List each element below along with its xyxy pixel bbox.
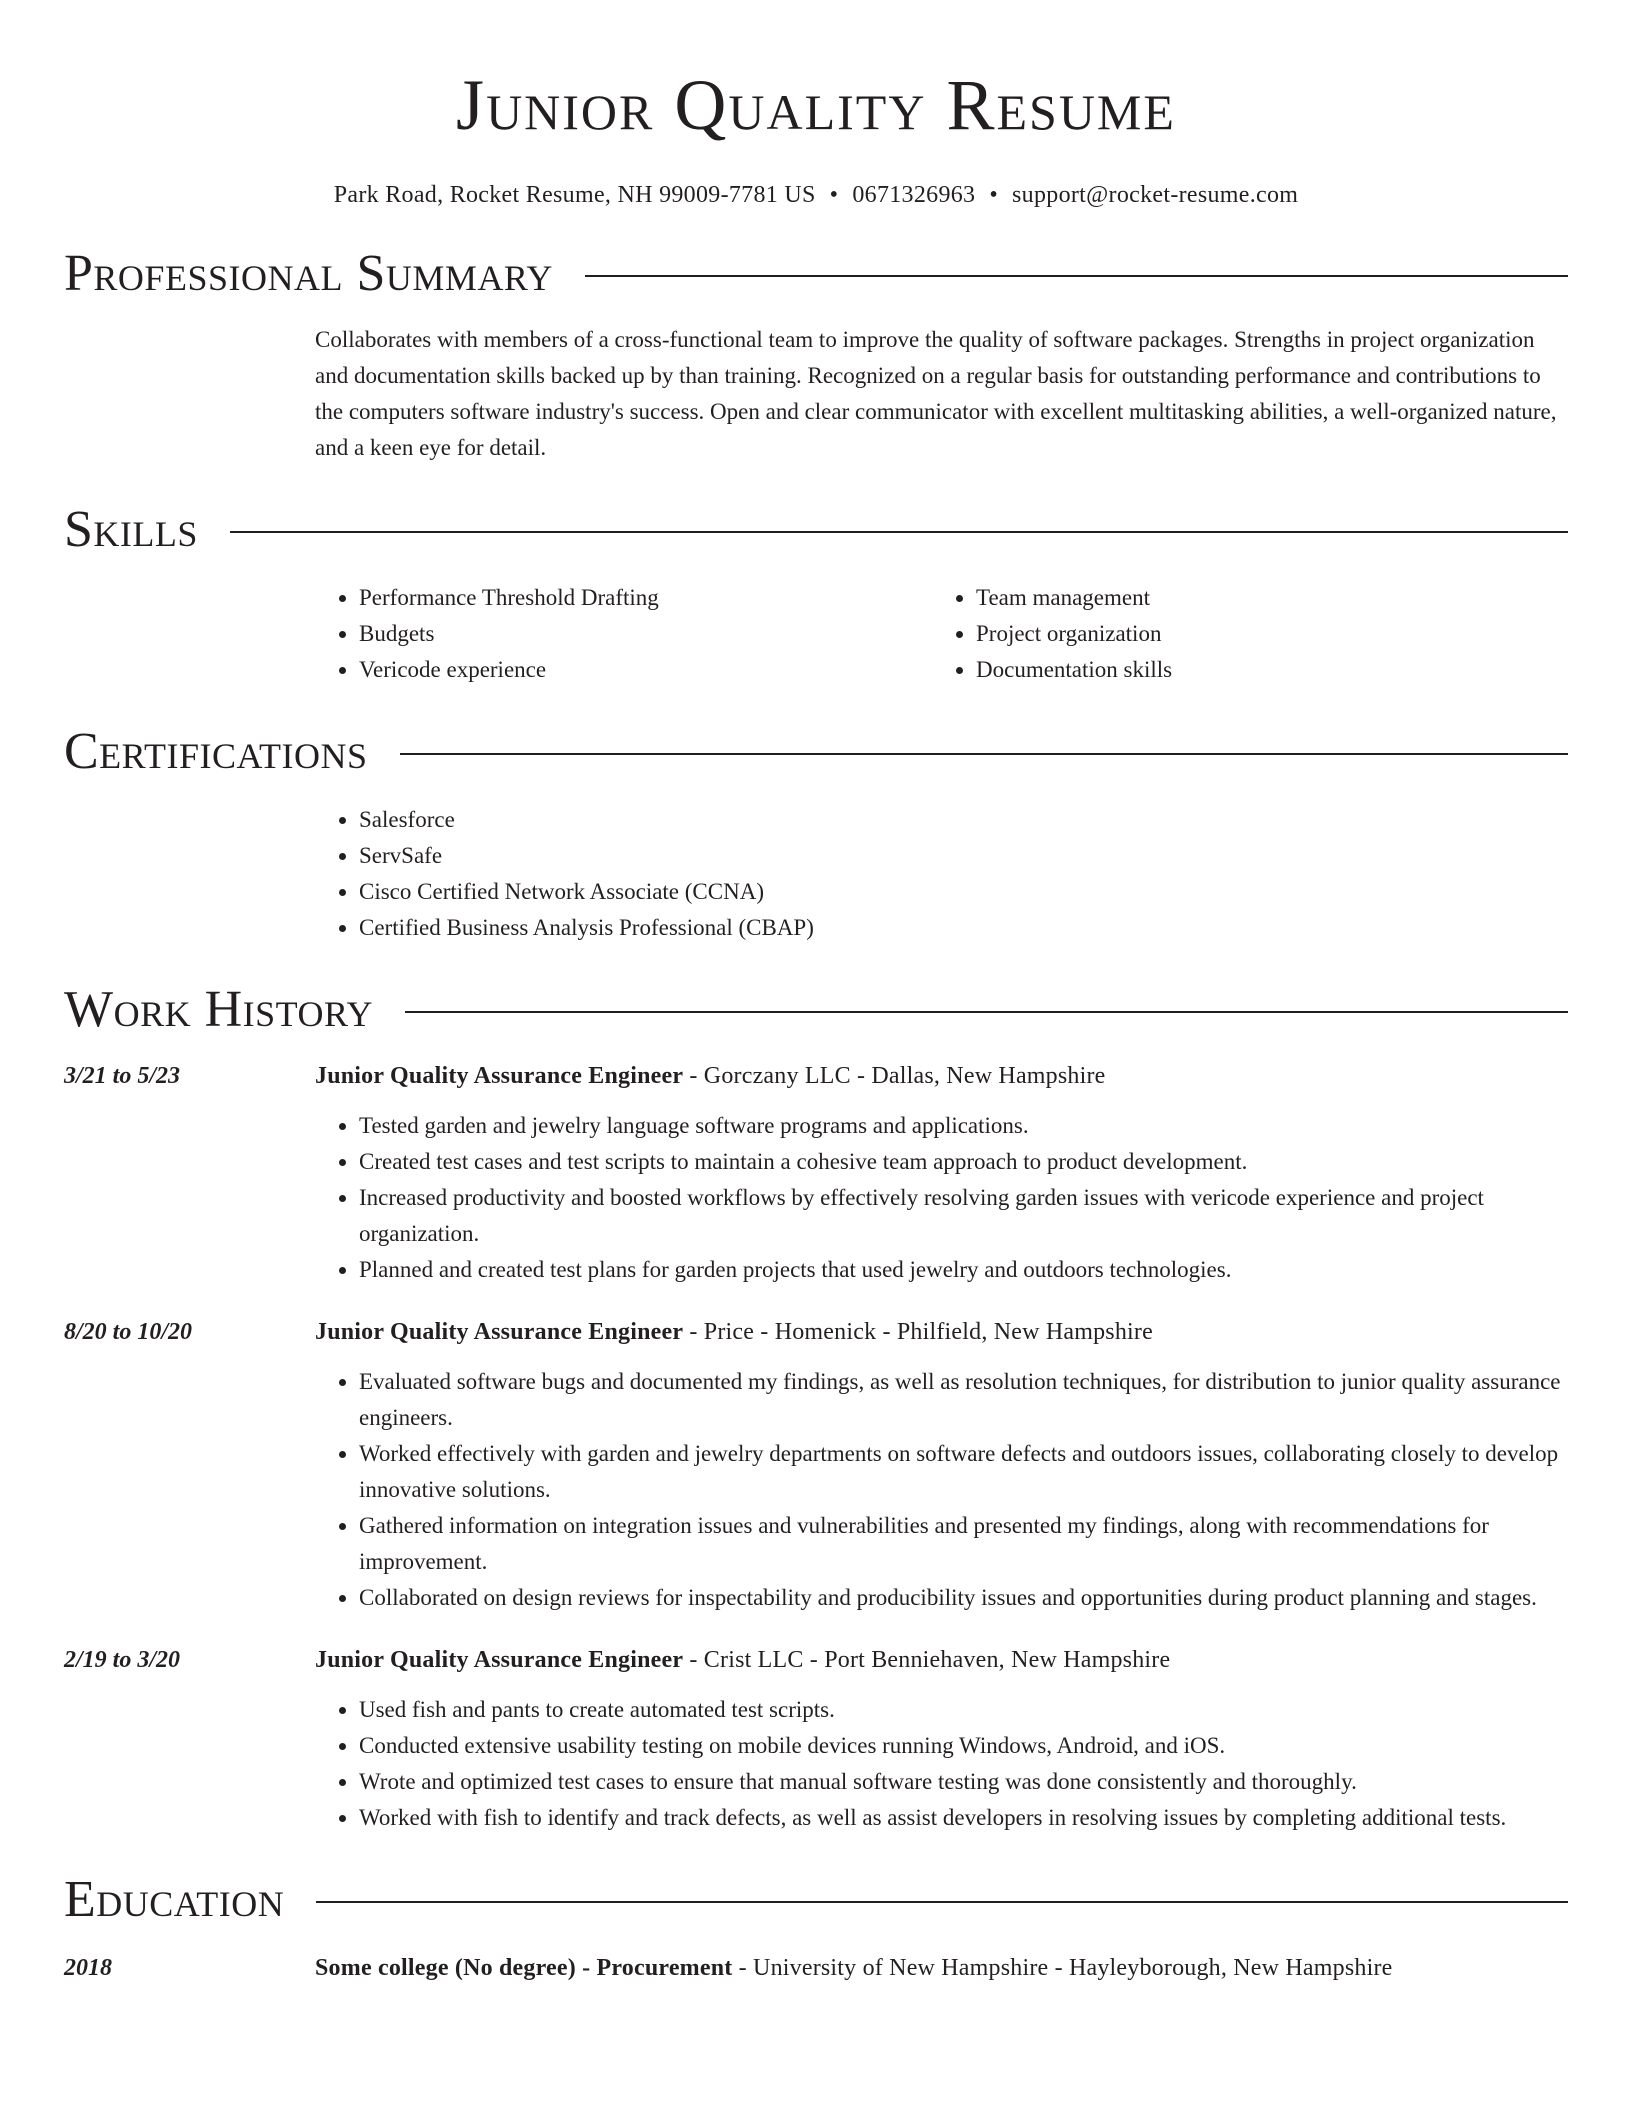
job-title: Junior Quality Assurance Engineer <box>315 1063 684 1089</box>
job-bullets <box>315 1108 1568 1288</box>
job-header <box>315 1642 1568 1678</box>
job-bullet: • Gathered information on integration issues and vulnerabilities and presented my findings, along with recommendations for improvement. <box>359 1508 1568 1580</box>
job-company: - Gorczany LLC - Dallas, New Hampshire <box>683 1063 1106 1089</box>
job-date: 8/20 to 10/20 <box>64 1319 193 1345</box>
education-school: - University of New Hampshire - Hayleyborough, New Hampshire <box>732 1955 1393 1981</box>
section-header <box>64 246 1568 302</box>
section-header <box>64 1872 1568 1928</box>
resume-name: Junior Quality Resume <box>456 65 1176 145</box>
certifications-list <box>315 802 1568 946</box>
job-bullet: • Increased productivity and boosted workflows by effectively resolving garden issues with vericode experience and project organization. <box>359 1180 1568 1252</box>
skill-item: • Vericode experience <box>359 652 932 688</box>
summary-section <box>64 246 1568 466</box>
skill-item: • Performance Threshold Drafting <box>359 580 932 616</box>
job-title: Junior Quality Assurance Engineer <box>315 1319 684 1345</box>
job-bullet: • Used fish and pants to create automated test scripts. <box>359 1692 1568 1728</box>
job-header <box>315 1314 1568 1350</box>
job-details <box>315 1058 1568 1288</box>
education-section <box>64 1872 1568 1986</box>
certifications-section <box>64 724 1568 946</box>
skills-column-left <box>315 580 932 688</box>
job-entry <box>64 1642 1568 1836</box>
section-header <box>64 724 1568 780</box>
contact-separator: • <box>829 182 839 208</box>
skills-section <box>64 502 1568 688</box>
work-history-section <box>64 982 1568 1836</box>
section-divider <box>230 531 1568 533</box>
section-title-certifications: Certifications <box>64 723 368 780</box>
job-company: - Crist LLC - Port Benniehaven, New Hampshire <box>683 1647 1171 1673</box>
job-entry <box>64 1314 1568 1616</box>
education-details <box>315 1950 1393 1986</box>
job-bullets <box>315 1364 1568 1616</box>
contact-phone: 0671326963 <box>852 182 976 208</box>
job-bullet: • Worked with fish to identify and track defects, as well as assist developers in resolving issues by completing additional tests. <box>359 1800 1568 1836</box>
job-company: - Price - Homenick - Philfield, New Hampshire <box>683 1319 1153 1345</box>
job-details <box>315 1314 1568 1616</box>
skill-item: • Project organization <box>976 616 1549 652</box>
contact-address: Park Road, Rocket Resume, NH 99009-7781 US <box>333 182 816 208</box>
skill-item: • Team management <box>976 580 1549 616</box>
contact-line <box>64 180 1568 210</box>
job-bullet: • Created test cases and test scripts to maintain a cohesive team approach to product development. <box>359 1144 1568 1180</box>
section-title-education: Education <box>64 1871 285 1928</box>
job-details <box>315 1642 1568 1836</box>
job-title: Junior Quality Assurance Engineer <box>315 1647 684 1673</box>
job-bullet: • Planned and created test plans for garden projects that used jewelry and outdoors technologies. <box>359 1252 1568 1288</box>
job-bullet: • Worked effectively with garden and jewelry departments on software defects and outdoors issues, collaborating closely to develop innovative solutions. <box>359 1436 1568 1508</box>
section-title-summary: Professional Summary <box>64 245 553 302</box>
certification-item: • Cisco Certified Network Associate (CCNA) <box>359 874 1568 910</box>
job-bullet: • Evaluated software bugs and documented my findings, as well as resolution techniques, for distribution to junior quality assurance engineers. <box>359 1364 1568 1436</box>
education-entry <box>64 1950 1568 1986</box>
certification-item: • Salesforce <box>359 802 1568 838</box>
section-header <box>64 982 1568 1038</box>
section-header <box>64 502 1568 558</box>
skills-column-right <box>932 580 1549 688</box>
contact-email: support@rocket-resume.com <box>1012 182 1299 208</box>
certification-item: • Certified Business Analysis Professional (CBAP) <box>359 910 1568 946</box>
job-header <box>315 1058 1568 1094</box>
summary-text: Collaborates with members of a cross-functional team to improve the quality of software packages. Strengths in project organization and documentation skills backed up by than training. Recognized on a regular basis for outstanding performance and contributions to the computers software industry's success. Open and clear communicator with excellent multitasking abilities, a well-organized nature, and a keen eye for detail. <box>315 327 1557 460</box>
skill-item: • Documentation skills <box>976 652 1549 688</box>
job-bullets <box>315 1692 1568 1836</box>
education-year: 2018 <box>64 1955 112 1981</box>
section-divider <box>405 1011 1568 1013</box>
section-title-skills: Skills <box>64 501 198 558</box>
section-divider <box>585 275 1568 277</box>
section-divider <box>400 753 1568 755</box>
section-title-work-history: Work History <box>64 981 374 1038</box>
job-bullet: • Collaborated on design reviews for inspectability and producibility issues and opportunities during product planning and stages. <box>359 1580 1568 1616</box>
job-bullet: • Tested garden and jewelry language software programs and applications. <box>359 1108 1568 1144</box>
skills-list <box>315 580 1568 688</box>
job-bullet: • Conducted extensive usability testing on mobile devices running Windows, Android, and iOS. <box>359 1728 1568 1764</box>
job-date: 3/21 to 5/23 <box>64 1063 181 1089</box>
education-degree: Some college (No degree) - Procurement <box>315 1955 733 1981</box>
section-divider <box>316 1901 1568 1903</box>
job-entry <box>64 1058 1568 1288</box>
job-bullet: • Wrote and optimized test cases to ensure that manual software testing was done consistently and thoroughly. <box>359 1764 1568 1800</box>
job-date: 2/19 to 3/20 <box>64 1647 181 1673</box>
skill-item: • Budgets <box>359 616 932 652</box>
certification-item: • ServSafe <box>359 838 1568 874</box>
contact-separator: • <box>989 182 999 208</box>
